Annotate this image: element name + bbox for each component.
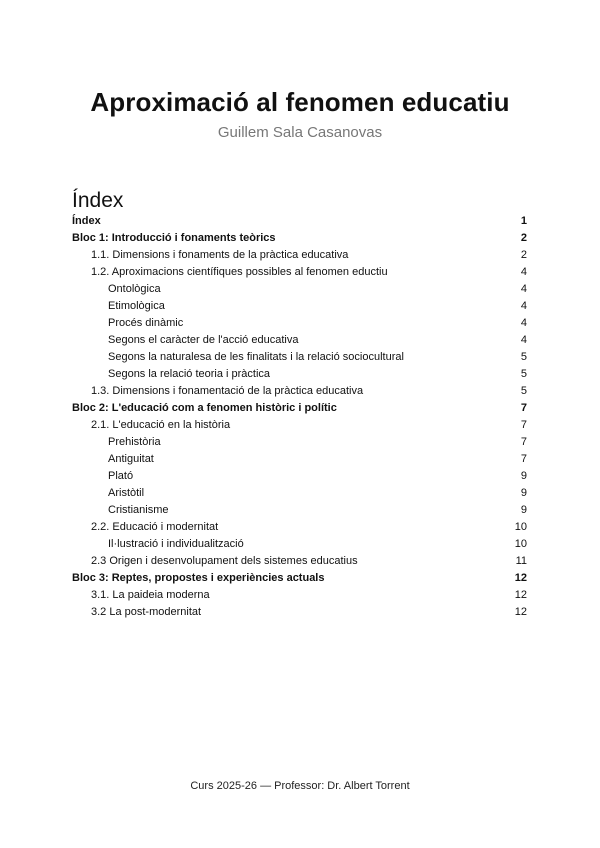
toc-entry[interactable] [72,315,528,332]
toc-entry-page-number: 5 [520,351,527,363]
toc-entry-label: Bloc 3: Reptes, propostes i experiències actuals [72,572,325,584]
toc-entry-label: Bloc 2: L'educació com a fenomen històric i polític [72,402,337,414]
toc-entry-label: 1.1. Dimensions i fonaments de la pràctica educativa [91,249,349,261]
toc-entry-label: 2.1. L'educació en la història [91,419,231,431]
toc-entry-page-number: 4 [520,317,527,329]
toc-entry-page-number: 9 [520,487,527,499]
toc-entry-page-number: 7 [520,402,527,414]
toc-entry[interactable] [72,519,528,536]
toc-entry-label: Aristòtil [108,487,145,499]
toc-entry-page-number: 4 [520,334,527,346]
toc-entry-page-number: 7 [520,453,527,465]
toc-entry[interactable] [72,213,528,230]
page-footer: Curs 2025-26 — Professor: Dr. Albert Torrent [190,780,410,792]
toc-entry[interactable] [72,485,528,502]
toc-entry-label: 3.2 La post-modernitat [91,606,202,618]
toc-entry[interactable] [72,553,528,570]
toc-entry-page-number: 4 [520,266,527,278]
toc-entry-label: 2.3 Origen i desenvolupament dels sistemes educatius [91,555,358,567]
toc-entry-page-number: 2 [520,232,527,244]
toc-entry-label: Procés dinàmic [108,317,184,329]
toc-entry-page-number: 4 [520,300,527,312]
index-heading: Índex [72,189,124,213]
toc-entry-page-number: 1 [520,215,527,227]
toc-entry-page-number: 12 [514,606,527,618]
table-of-contents [72,213,528,621]
toc-entry[interactable] [72,366,528,383]
toc-entry[interactable] [72,536,528,553]
toc-entry[interactable] [72,281,528,298]
toc-entry[interactable] [72,417,528,434]
toc-entry-label: 2.2. Educació i modernitat [91,521,219,533]
toc-entry-page-number: 12 [514,589,527,601]
toc-entry[interactable] [72,383,528,400]
toc-entry-label: Segons la relació teoria i pràctica [108,368,271,380]
toc-entry-label: Segons el caràcter de l'acció educativa [108,334,299,346]
toc-entry-page-number: 9 [520,504,527,516]
toc-entry[interactable] [72,247,528,264]
toc-entry[interactable] [72,332,528,349]
toc-entry[interactable] [72,400,528,417]
toc-entry[interactable] [72,468,528,485]
toc-entry-label: Cristianisme [108,504,169,516]
toc-entry-page-number: 7 [520,419,527,431]
toc-entry[interactable] [72,434,528,451]
toc-entry-page-number: 11 [515,555,527,567]
toc-entry[interactable] [72,587,528,604]
toc-entry-page-number: 5 [520,385,527,397]
toc-entry-page-number: 12 [514,572,527,584]
toc-entry-page-number: 10 [514,521,527,533]
toc-entry-page-number: 10 [514,538,527,550]
toc-entry-label: Prehistòria [108,436,161,448]
toc-entry-label: Segons la naturalesa de les finalitats i la relació sociocultural [108,351,404,363]
toc-entry-label: Antiguitat [108,453,154,465]
toc-entry-page-number: 7 [520,436,527,448]
toc-entry-label: Bloc 1: Introducció i fonaments teòrics [72,232,276,244]
toc-entry[interactable] [72,264,528,281]
toc-entry[interactable] [72,298,528,315]
toc-entry-label: Etimològica [108,300,165,312]
toc-entry-page-number: 9 [520,470,527,482]
toc-entry-label: Il·lustració i individualització [108,538,244,550]
toc-entry-label: Ontològica [108,283,161,295]
toc-entry-label: Índex [72,215,101,227]
toc-entry[interactable] [72,570,528,587]
toc-entry-label: 3.1. La paideia moderna [91,589,210,601]
toc-entry[interactable] [72,502,528,519]
toc-entry[interactable] [72,604,528,621]
toc-entry-page-number: 2 [520,249,527,261]
document-author: Guillem Sala Casanovas [217,124,383,141]
toc-entry-label: 1.2. Aproximacions científiques possibles al fenomen eductiu [91,266,388,278]
toc-entry-page-number: 5 [520,368,527,380]
toc-entry[interactable] [72,349,528,366]
toc-entry[interactable] [72,230,528,247]
toc-entry-label: Plató [108,470,134,482]
toc-entry-label: 1.3. Dimensions i fonamentació de la pràctica educativa [91,385,364,397]
toc-entry-page-number: 4 [520,283,527,295]
toc-entry[interactable] [72,451,528,468]
document-title: Aproximació al fenomen educatiu [90,87,510,118]
